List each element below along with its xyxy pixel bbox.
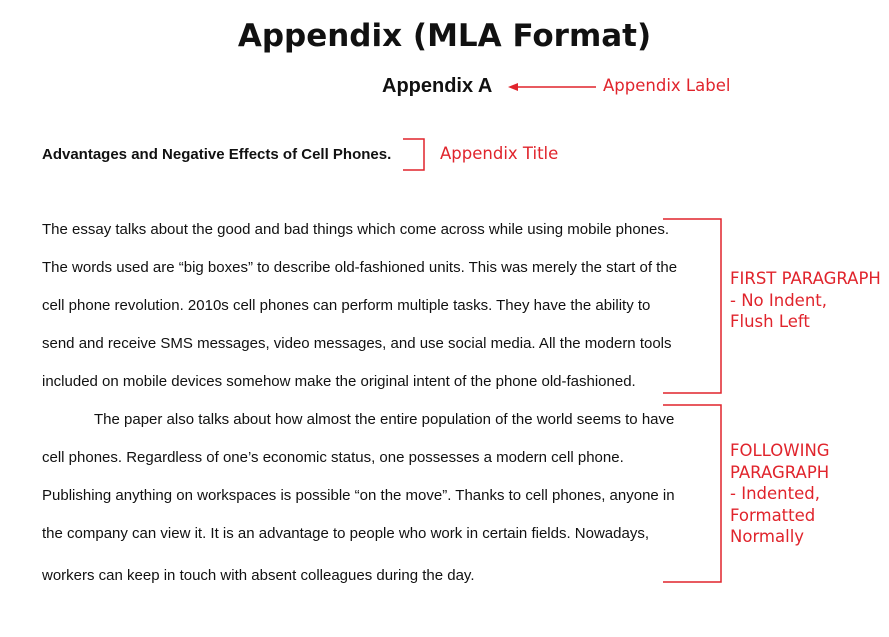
annotation-line: Flush Left [730, 312, 810, 331]
paragraph1-line: The words used are “big boxes” to describe old-fashioned units. This was merely the start of the [42, 259, 678, 276]
paragraph2-line: workers can keep in touch with absent colleagues during the day. [42, 567, 475, 584]
appendix-title: Advantages and Negative Effects of Cell Phones. [42, 146, 392, 163]
annotation-line: Normally [730, 527, 805, 546]
annotation-line: PARAGRAPH [730, 462, 830, 482]
paragraph1-line: The essay talks about the good and bad things which come across while using mobile phones. [42, 221, 670, 238]
annotation-line: - No Indent, [730, 290, 828, 310]
following-paragraph-annotation [730, 440, 830, 548]
annotation-line: Formatted [730, 505, 816, 525]
paragraph2-line: The paper also talks about how almost the entire population of the world seems to have [94, 411, 675, 428]
paragraph2-line: cell phones. Regardless of one’s economic status, one possesses a modern cell phone. [42, 449, 624, 466]
annotation-line: - Indented, [730, 484, 820, 503]
paragraph1-line: send and receive SMS messages, video messages, and use social media. All the modern tools [42, 335, 672, 352]
label-arrow-head [508, 83, 518, 91]
title-bracket [403, 139, 424, 170]
label-annotation: Appendix Label [603, 76, 731, 95]
first-paragraph-annotation [730, 268, 881, 333]
paragraph1-line: included on mobile devices somehow make the original intent of the phone old-fashioned. [42, 373, 636, 390]
paragraph1-line: cell phone revolution. 2010s cell phones can perform multiple tasks. They have the ability to [42, 297, 651, 314]
title-annotation: Appendix Title [440, 144, 559, 163]
appendix-label: Appendix A [382, 75, 493, 97]
annotation-line: FOLLOWING [730, 441, 830, 460]
following-paragraph-bracket [663, 405, 721, 582]
annotation-line: FIRST PARAGRAPH [730, 269, 881, 288]
first-paragraph-bracket [663, 219, 721, 393]
page-title: Appendix (MLA Format) [237, 18, 652, 54]
paragraph2-line: the company can view it. It is an advantage to people who work in certain fields. Nowadays, [42, 525, 649, 542]
paragraph2-line: Publishing anything on workspaces is possible “on the move”. Thanks to cell phones, anyone in [42, 487, 675, 504]
